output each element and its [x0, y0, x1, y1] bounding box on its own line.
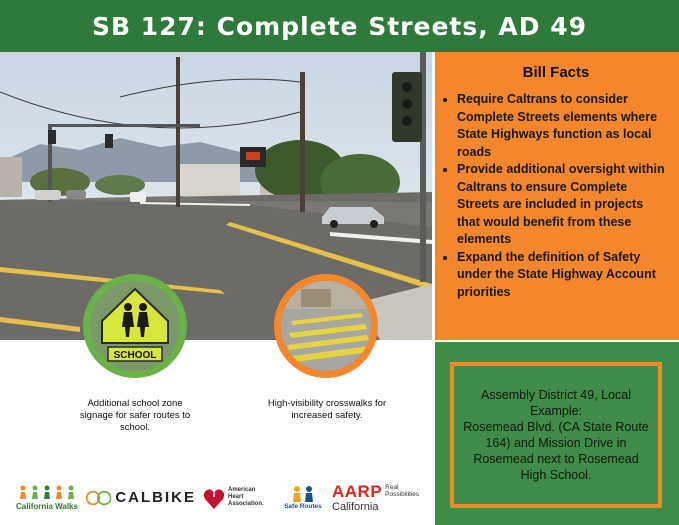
aha-line-3: Association. — [228, 501, 264, 507]
school-zone-sign-icon — [90, 281, 180, 371]
california-walks-logo — [12, 470, 82, 525]
school-sign-text: SCHOOL — [113, 350, 157, 361]
crosswalk-circle — [274, 274, 378, 378]
page-title: SB 127: Complete Streets, AD 49 — [0, 0, 679, 52]
local-example-box — [450, 362, 662, 508]
aarp-tagline-1: Real — [385, 484, 399, 491]
heart-torch-icon — [203, 485, 225, 511]
school-zone-caption: Additional school zone signage for safer routes to school. — [79, 398, 191, 433]
crosswalk-photo — [281, 281, 371, 371]
calbike-text: CALBIKE — [115, 489, 196, 506]
bill-facts-heading: Bill Facts — [522, 64, 590, 81]
aarp-logo — [332, 470, 427, 525]
safe-routes-logo — [278, 470, 328, 525]
safe-routes-figures-icon — [290, 485, 316, 503]
bill-facts-panel — [432, 52, 679, 340]
school-sign-circle — [83, 274, 187, 378]
bill-facts-list — [443, 91, 669, 301]
local-example-district: Assembly District 49, Local Example: — [480, 388, 632, 418]
local-example-location: Rosemead Blvd. (CA State Route 164) and Mission Drive in Rosemead next to Rosemead High School. — [463, 420, 649, 482]
aarp-brand: AARP — [332, 482, 383, 501]
calbike-logo — [86, 470, 196, 525]
aha-line-2: Heart — [228, 494, 244, 500]
crosswalk-caption: High-visibility crosswalks for increased safety. — [267, 398, 387, 421]
bill-fact-item: • Require Caltrans to consider Complete Streets elements where State Highways function as local roads — [457, 91, 669, 161]
local-example-panel — [432, 342, 679, 525]
aha-line-1: American — [228, 487, 256, 493]
walking-people-icon — [17, 484, 77, 500]
bike-wheels-icon — [86, 486, 111, 510]
california-walks-text: California Walks — [16, 502, 78, 511]
partner-logos — [0, 470, 432, 525]
aarp-state: California — [332, 501, 379, 513]
aarp-tagline-2: Possibilities — [385, 491, 420, 498]
bill-fact-item: • Provide additional oversight within Caltrans to ensure Complete Streets are included in projects that would benefit from these elements — [457, 161, 669, 249]
bill-fact-item: • Expand the definition of Safety under the State Highway Account priorities — [457, 249, 669, 302]
american-heart-logo — [203, 470, 273, 525]
safe-routes-text: Safe Routes — [284, 503, 322, 510]
